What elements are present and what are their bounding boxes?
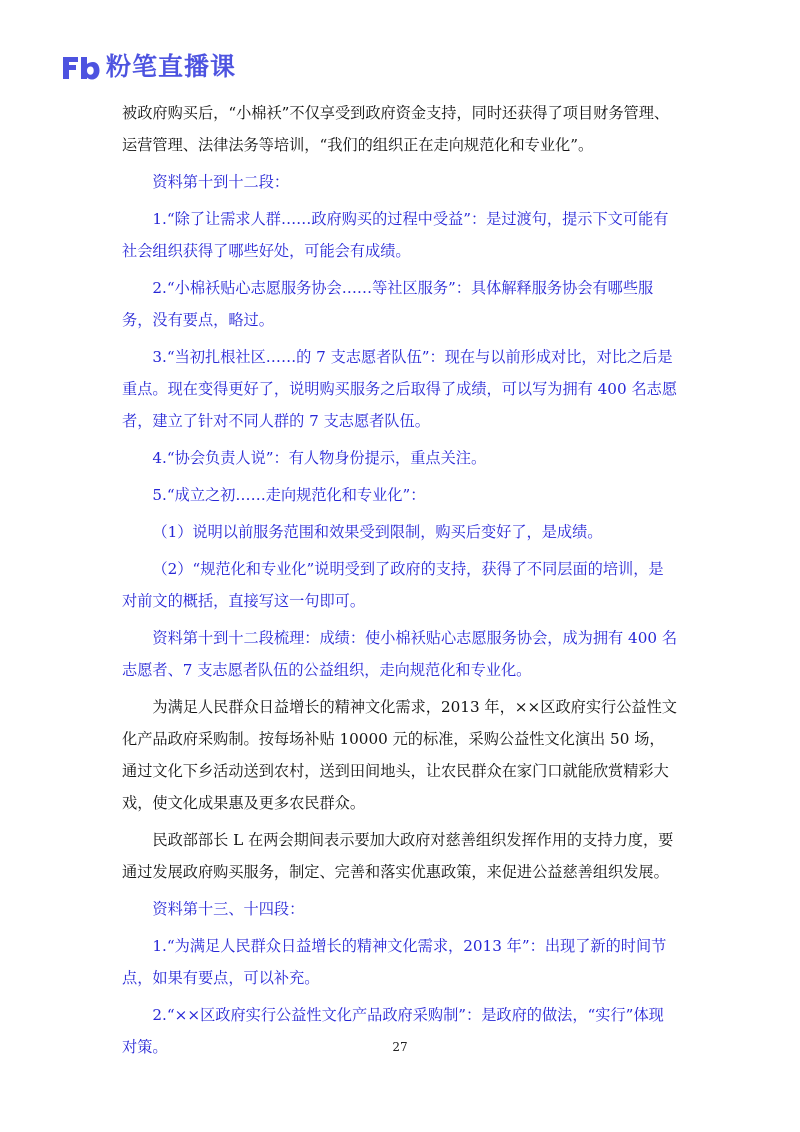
analysis-summary-10-12: 资料第十到十二段梳理：成绩：使小棉袄贴心志愿服务协会，成为拥有 400 名志愿者、7 支志愿者队伍的公益组织，走向规范化和专业化。 (122, 629, 678, 679)
brand-logo (60, 50, 236, 84)
analysis-point-3: 3.“当初扎根社区……的 7 支志愿者队伍”：现在与以前形成对比，对比之后是重点。现在变得更好了，说明购买服务之后取得了成绩，可以写为拥有 400 名志愿者，建立了针对不同人群的 7 支志愿者队伍。 (122, 348, 678, 430)
paragraph-continuation: 被政府购买后，“小棉袄”不仅享受到政府资金支持，同时还获得了项目财务管理、运营管理、法律法务等培训，“我们的组织正在走向规范化和专业化”。 (122, 104, 670, 154)
analysis-heading-10-12: 资料第十到十二段： (152, 173, 290, 191)
analysis-heading-13-14: 资料第十三、十四段： (152, 900, 305, 918)
analysis-point-1: 1.“除了让需求人群……政府购买的过程中受益”：是过渡句，提示下文可能有社会组织获得了哪些好处，可能会有成绩。 (122, 210, 669, 260)
analysis-point-5: 5.“成立之初……走向规范化和专业化”： (152, 486, 426, 504)
analysis-point-13-2: 2.“××区政府实行公益性文化产品政府采购制”：是政府的做法，“实行”体现对策。 (122, 1006, 664, 1056)
analysis-point-13-1: 1.“为满足人民群众日益增长的精神文化需求，2013 年”：出现了新的时间节点，如果有要点，可以补充。 (122, 937, 667, 987)
page-number: 27 (392, 1040, 408, 1054)
analysis-subpoint-1: （1）说明以前服务范围和效果受到限制，购买后变好了，是成绩。 (152, 523, 603, 541)
logo-text: 粉笔直播课 (106, 52, 237, 81)
analysis-subpoint-2: （2）“规范化和专业化”说明受到了政府的支持，获得了不同层面的培训，是对前文的概括，直接写这一句即可。 (122, 560, 664, 610)
document-body (122, 97, 678, 1068)
analysis-point-4: 4.“协会负责人说”：有人物身份提示，重点关注。 (152, 449, 487, 467)
analysis-point-2: 2.“小棉袄贴心志愿服务协会……等社区服务”：具体解释服务协会有哪些服务，没有要点，略过。 (122, 279, 654, 329)
material-paragraph-13: 为满足人民群众日益增长的精神文化需求，2013 年，××区政府实行公益性文化产品政府采购制。按每场补贴 10000 元的标准，采购公益性文化演出 50 场，通过文化下乡活动送到农村，送到田间地头，让农民群众在家门口就能欣赏精彩大戏，使文化成果惠及更多农民群众。 (122, 698, 677, 812)
fb-logo-icon (60, 52, 100, 82)
material-paragraph-14: 民政部部长 L 在两会期间表示要加大政府对慈善组织发挥作用的支持力度，要通过发展政府购买服务，制定、完善和落实优惠政策，来促进公益慈善组织发展。 (122, 831, 674, 881)
